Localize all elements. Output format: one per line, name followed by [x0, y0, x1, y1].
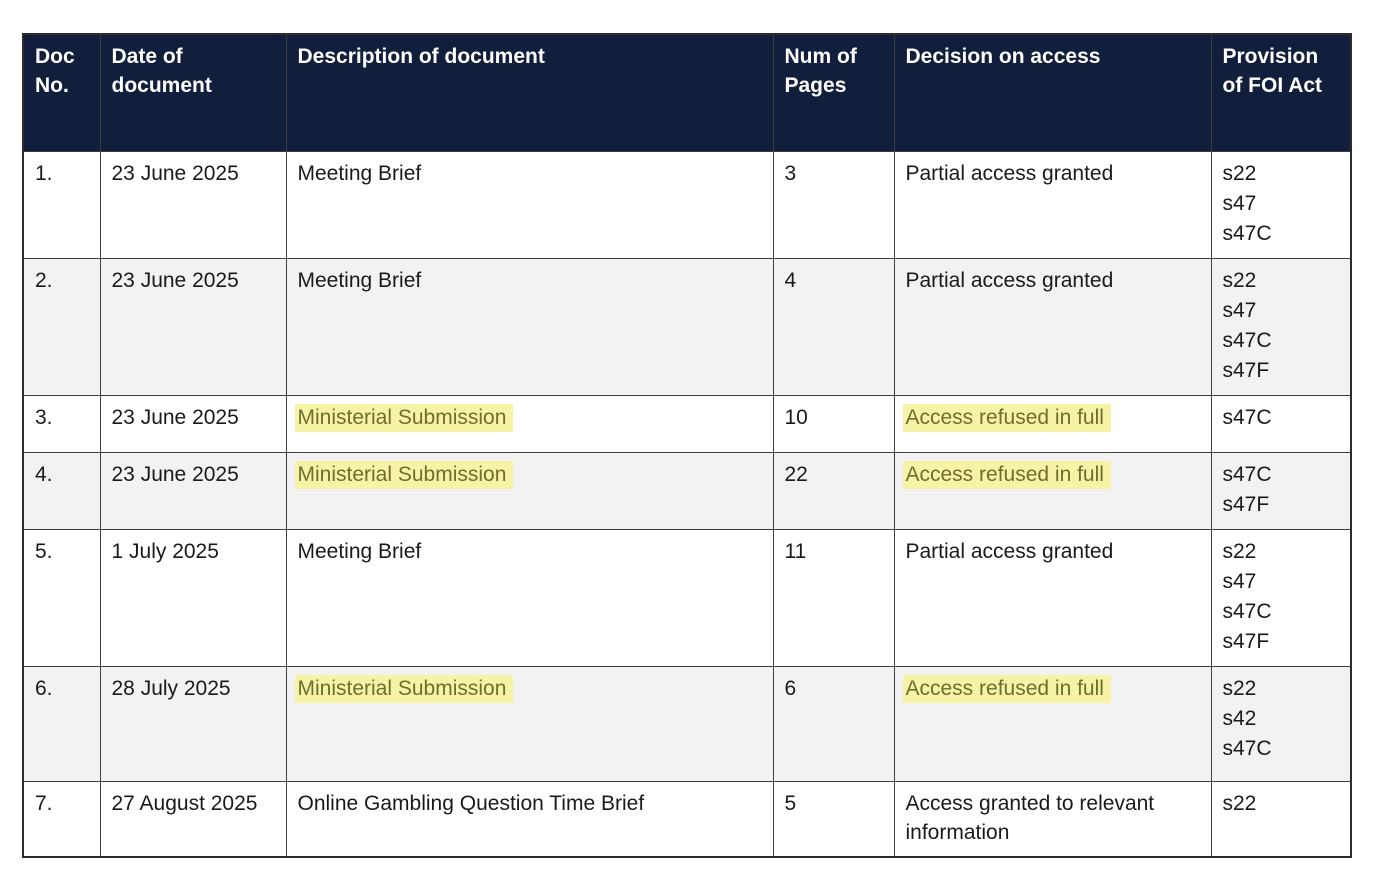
decision-cell: [894, 781, 1211, 856]
provisions-cell: [1211, 781, 1351, 856]
decision-text: Partial access granted: [905, 162, 1114, 185]
decision-text: Access refused in full: [903, 461, 1111, 489]
decision-text: Access refused in full: [903, 404, 1111, 432]
column-header-description: Description of document: [286, 34, 773, 152]
table-header-row: [23, 34, 1351, 152]
description-text: Meeting Brief: [297, 162, 422, 185]
provision-line: s42: [1222, 706, 1257, 730]
provisions-cell: [1211, 152, 1351, 259]
date-cell: 23 June 2025: [100, 395, 286, 452]
description-cell: [286, 258, 773, 395]
decision-cell: [894, 152, 1211, 259]
provision-line: s22: [1222, 268, 1257, 292]
provisions-cell: [1211, 452, 1351, 529]
decision-cell: [894, 395, 1211, 452]
provision-line: s47C: [1222, 221, 1272, 245]
table-row: [23, 529, 1351, 666]
doc-no-cell: 6.: [23, 666, 100, 781]
doc-no-cell: 5.: [23, 529, 100, 666]
decision-text: Access refused in full: [903, 675, 1111, 703]
decision-cell: [894, 452, 1211, 529]
decision-text: Partial access granted: [905, 539, 1114, 563]
doc-no-cell: 4.: [23, 452, 100, 529]
description-cell: [286, 395, 773, 452]
provisions-cell: [1211, 395, 1351, 452]
description-cell: [286, 529, 773, 666]
pages-cell: 3: [773, 152, 894, 259]
table-row: [23, 395, 1351, 452]
provision-line: s47: [1222, 569, 1257, 593]
decision-cell: [894, 529, 1211, 666]
provision-line: s47F: [1222, 358, 1270, 382]
column-header-doc-no: Doc No.: [23, 34, 100, 152]
provision-line: s22: [1222, 539, 1257, 563]
provision-line: s22: [1222, 676, 1257, 700]
provisions-cell: [1211, 666, 1351, 781]
date-cell: 1 July 2025: [100, 529, 286, 666]
description-text: Ministerial Submission: [295, 404, 514, 432]
decision-text: Partial access granted: [905, 268, 1114, 292]
doc-no-cell: 3.: [23, 395, 100, 452]
provision-line: s22: [1222, 162, 1257, 185]
description-cell: [286, 666, 773, 781]
provision-line: s47F: [1222, 629, 1270, 653]
table-row: [23, 781, 1351, 856]
provisions-cell: [1211, 529, 1351, 666]
column-header-decision: Decision on access: [894, 34, 1211, 152]
date-cell: 28 July 2025: [100, 666, 286, 781]
provision-line: s47C: [1222, 405, 1272, 429]
description-text: Online Gambling Question Time Brief: [297, 791, 645, 815]
pages-cell: 6: [773, 666, 894, 781]
description-cell: [286, 152, 773, 259]
column-header-date: Date of document: [100, 34, 286, 152]
date-cell: 27 August 2025: [100, 781, 286, 856]
description-text: Meeting Brief: [297, 268, 422, 292]
pages-cell: 4: [773, 258, 894, 395]
provision-line: s47C: [1222, 736, 1272, 760]
provision-line: s22: [1222, 791, 1257, 815]
table-row: [23, 258, 1351, 395]
table-row: [23, 152, 1351, 259]
description-text: Ministerial Submission: [295, 675, 514, 703]
description-cell: [286, 781, 773, 856]
pages-cell: 22: [773, 452, 894, 529]
description-cell: [286, 452, 773, 529]
date-cell: 23 June 2025: [100, 452, 286, 529]
table-body: [23, 152, 1351, 857]
description-text: Ministerial Submission: [295, 461, 514, 489]
table-row: [23, 666, 1351, 781]
pages-cell: 5: [773, 781, 894, 856]
doc-no-cell: 1.: [23, 152, 100, 259]
provision-line: s47: [1222, 298, 1257, 322]
date-cell: 23 June 2025: [100, 152, 286, 259]
decision-text: Access granted to relevant information: [905, 791, 1155, 844]
provision-line: s47F: [1222, 492, 1270, 516]
column-header-num-pages: Num of Pages: [773, 34, 894, 152]
doc-no-cell: 2.: [23, 258, 100, 395]
provision-line: s47C: [1222, 462, 1272, 486]
doc-no-cell: 7.: [23, 781, 100, 856]
column-header-provision: Provision of FOI Act: [1211, 34, 1351, 152]
pages-cell: 10: [773, 395, 894, 452]
decision-cell: [894, 666, 1211, 781]
decision-cell: [894, 258, 1211, 395]
provision-line: s47C: [1222, 599, 1272, 623]
description-text: Meeting Brief: [297, 539, 422, 563]
foi-schedule-table: [22, 33, 1352, 858]
provision-line: s47C: [1222, 328, 1272, 352]
provision-line: s47: [1222, 191, 1257, 215]
date-cell: 23 June 2025: [100, 258, 286, 395]
pages-cell: 11: [773, 529, 894, 666]
table-row: [23, 452, 1351, 529]
provisions-cell: [1211, 258, 1351, 395]
